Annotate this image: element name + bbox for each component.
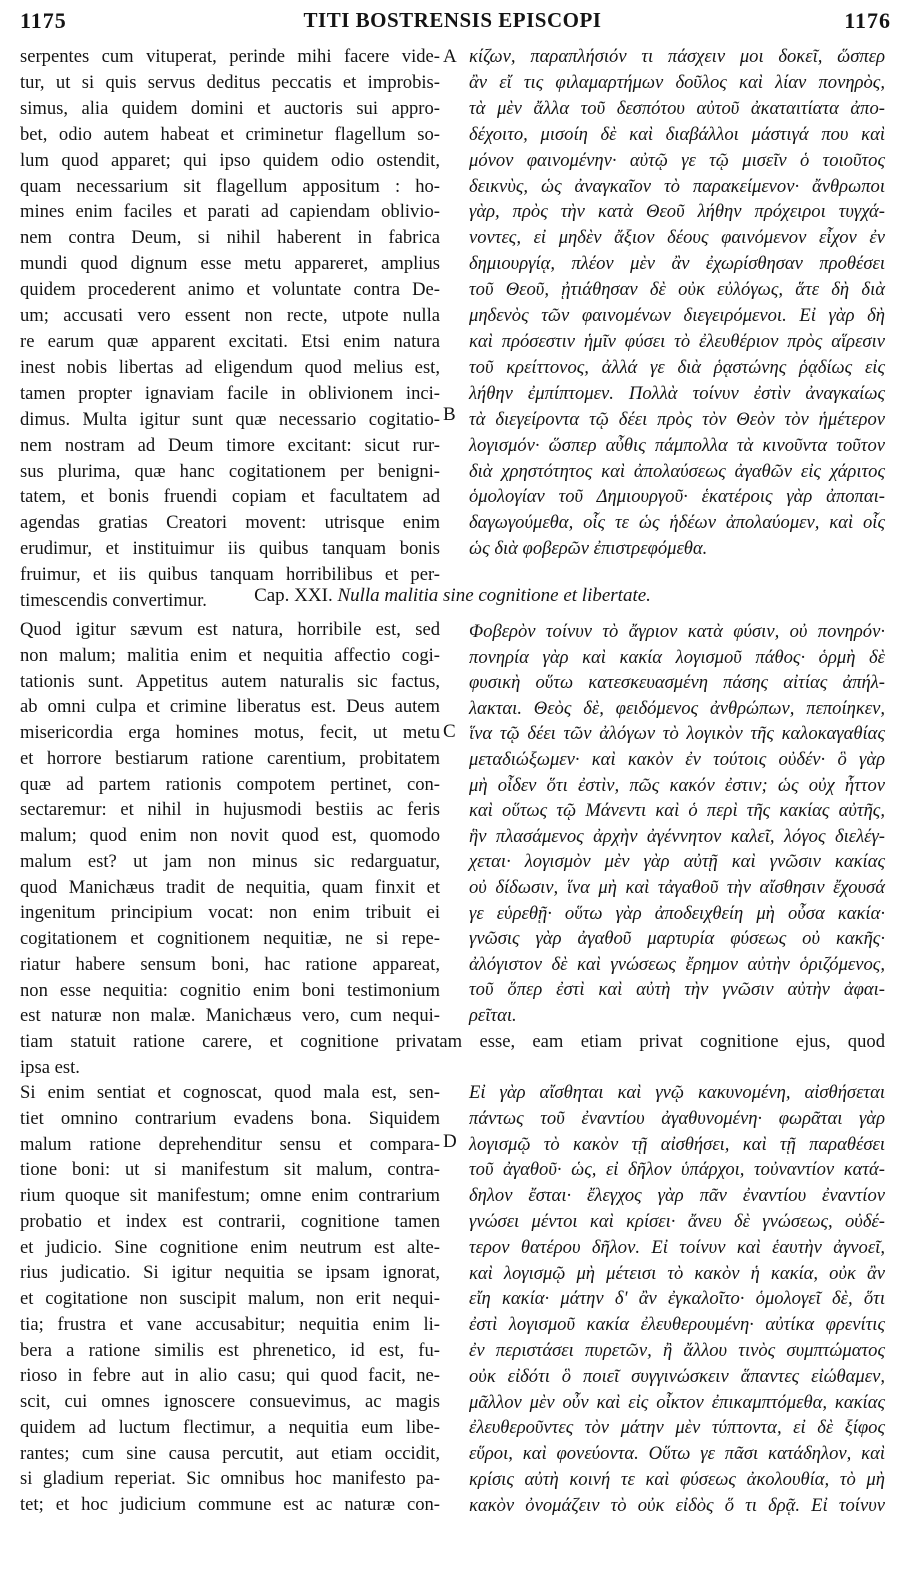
text-line: τερον θατέρου δῆλον. Εἰ τοίνυν καὶ ἑαυτὴν ἀγνοεῖ, (469, 1236, 885, 1258)
text-line: καὶ πρόσεστιν ἡμῖν φύσει τὸ ἐλευθέριον πρὸς αἵρεσιν (469, 330, 885, 352)
text-line: λογισμόν· ὥσπερ αὖθις πάμπολλα τὰ κινοῦντα τοῦτον (469, 434, 885, 456)
text-line: agendas gratias Creatori movent: utrisque enim (20, 512, 440, 534)
text-line: ἣν πλασάμενος ἀρχὴν ἀγέννητον καλεῖ, λόγος διελέγ- (469, 825, 885, 847)
text-line: κρίσις αὐτὴ κοινή τε καὶ φύσεως ἀκολουθία, τὸ μὴ (469, 1468, 885, 1490)
chapter-label: Cap. XXI. (254, 585, 333, 606)
text-line: malum est? ut jam non minus sic redarguatur, (20, 850, 440, 872)
section-marker-a: A (443, 46, 457, 67)
chapter-title: Nulla malitia sine cognitione et libertate. (337, 585, 651, 606)
text-line: ἵνα τῷ δέει τῶν ἀλόγων τὸ λογικὸν τῆς καλοκαγαθίας (469, 723, 885, 745)
text-line: mundi quod dignum esse metu appareret, amplius (20, 253, 440, 275)
text-line: cogitationem et cognitionem nequitiæ, ne si repe- (20, 928, 440, 949)
text-line: rius judicatio. Si igitur nequitia se ipsam ignorat, (20, 1262, 440, 1284)
text-line: inest nobis libertas ad eligendum quod melius est, (20, 356, 440, 378)
text-line: non malum; malitia enim et nequitia affectio cogi- (20, 644, 440, 666)
text-line: Φοβερὸν τοίνυν τὸ ἄγριον κατὰ φύσιν, οὐ πονηρόν· (469, 621, 885, 642)
text-line: quod Manichæus tradit de nequitia, quam finxit et (20, 876, 440, 898)
text-line: misericordia erga homines motus, fecit, ut metu (20, 722, 440, 743)
section-marker-d: D (443, 1131, 457, 1152)
text-line: dimus. Multa igitur sunt quæ necessario cogitatio- (20, 408, 440, 430)
text-line: κίζων, παραπλήσιόν τι πάσχειν μοι δοκεῖ, ὥσπερ (469, 46, 885, 67)
text-line: tet; et hoc judicium commune est ac naturæ con- (20, 1494, 440, 1515)
text-line: μόνον φαινομένην· αὐτῷ γε τῷ μισεῖν ὁ τοιοῦτος (469, 149, 885, 171)
text-line: quidem ad luctum flectimur, a nequitia eum libe- (20, 1416, 440, 1438)
text-line: γε εὑρεθῇ· οὕτω γὰρ ἀποδειχθείη μὴ οὖσα κακία· (469, 902, 885, 924)
text-line: sectaremur: et nihil in hujusmodi bestiis ac feris (20, 799, 440, 821)
text-line: et horrore bestiarum ratione carentium, probitatem (20, 747, 440, 769)
text-line: tamen propter ignaviam facile in oblivionem inci- (20, 382, 440, 404)
text-line: bera a ratione similis est phrenetico, id est, fu- (20, 1339, 440, 1361)
text-line: μηδενὸς τῶν φαινομένων διεγειρόμενοι. Εἰ γὰρ δὴ (469, 305, 885, 327)
text-line: tia; frustra et vane accusabitur; nequitia enim li- (20, 1313, 440, 1335)
text-line: οὐκ εἰδότι ὃ ποιεῖ συγγινώσκειν ἅπαντες εἰώθαμεν, (469, 1365, 885, 1387)
text-line: et judicio. Sine cognitione enim neutrum est alte- (20, 1236, 440, 1258)
text-line: τοῦ κρείττονος, ἀλλά γε διὰ ῥᾳστώνης ῥᾳδίως εἰς (469, 356, 885, 378)
text-line: et cogitatione non suscipit malum, non erit nequi- (20, 1288, 440, 1309)
text-line: si gladium reperiat. Sic omnibus hoc manifesto pa- (20, 1468, 440, 1490)
text-line: μεταδιώξωμεν· καὶ κακὸν ἐν τούτοις οὐδέν· ὃ γὰρ (469, 748, 885, 770)
text-line: τοῦ ἀγαθοῦ· ὡς, εἰ δῆλον ὑπάρχοι, τοὐναντίον κατά- (469, 1159, 885, 1181)
text-line: rioso in febre aut in alio casu; qui quod facit, ne- (20, 1365, 440, 1387)
text-line: tiet omnino contrarium evadens bona. Siquidem (20, 1107, 440, 1129)
text-line: re earum quæ apparent excitati. Etsi enim natura (20, 330, 440, 352)
text-line: bet, odio autem habeat et criminetur flagellum so- (20, 123, 440, 145)
text-line: erudimur, et instituimur iis quibus tanquam bonis (20, 538, 440, 560)
text-line: δεικνὺς, ὡς ἀναγκαῖον τὸ παρακείμενον· ἄνθρωποι (469, 175, 885, 197)
text-line: ἐστὶ λογισμοῦ κακία ἐλευθερουμένη· αὐτίκα φρενίτις (469, 1314, 885, 1336)
text-line: quæ ad partem rationis compotem pertinet, con- (20, 773, 440, 795)
text-line: tiam statuit ratione carere, et cognitione privatam esse, eam etiam privat cognitione ejus, quod (20, 1031, 885, 1052)
right-page-number: 1176 (844, 8, 891, 33)
text-line: διὰ χρηστότητος καὶ ἀπολαύσεως ἀγαθῶν εἰς χάριτος (469, 460, 885, 482)
text-line: ὁμολογίαν τοῦ Δημιουργοῦ· ἑκατέροις γὰρ ἀποπαι- (469, 486, 885, 508)
text-line: ἀλόγιστον δὲ καὶ γνώσεως ἔρημον αὐτὴν ὁριζόμενος, (469, 953, 885, 975)
text-line: τὰ μὲν ἄλλα τοῦ δεσπότου αὐτοῦ ἀκαταιτίατα ἀπο- (469, 97, 885, 119)
text-line: ipsa est. (20, 1056, 80, 1078)
text-line: ingenitum principium vocat: non enim tribuit ei (20, 902, 440, 924)
text-line: fruimur, et iis quibus tanquam horribilibus et per- (20, 564, 440, 586)
text-line: nem contra Deum, si nihil haberent in fabrica (20, 227, 440, 249)
text-line: Quod igitur sævum est natura, horribile est, sed (20, 619, 440, 640)
latin-full-width-passage (20, 1029, 885, 1080)
running-title: TITI BOSTRENSIS EPISCOPI (303, 8, 602, 32)
text-line: ἐν περιστάσει πυρετῶν, ἢ ἄλλου τινὸς συμπτώματος (469, 1339, 885, 1361)
latin-column-middle (20, 617, 440, 1029)
text-line: γνώσει μέντοι καὶ κρίσει· ἄνευ δὲ γνώσεως, οὐδέ- (469, 1210, 885, 1232)
text-line: τοῦ ὅπερ ἐστὶ καὶ αὐτὴ τὴν γνῶσιν αὐτὴν ἀφαι- (469, 979, 885, 1001)
text-line: rantes; cum sine causa percutit, aut etiam occidit, (20, 1442, 440, 1464)
text-line: πονηρία γὰρ καὶ κακία λογισμοῦ πάθος· ὁρμὴ δὲ (469, 646, 885, 668)
text-line: non esse nequitia: cognitio enim boni testimonium (20, 979, 440, 1001)
text-line: scit, cui omnes ignoscere consuevimus, ac magis (20, 1391, 440, 1412)
text-line: riatur habere sensum boni, hac ratione appareat, (20, 953, 440, 975)
text-line: um; accusati vero essent non recte, utpote nulla (20, 305, 440, 327)
text-line: ἐλευθεροῦντες τὸν μάτην μὲν τύπτοντα, εἰ δὲ ξίφος (469, 1417, 885, 1439)
text-line: nem nostram ad Deum timore excitant: sicut rur- (20, 434, 440, 456)
text-line: κακὸν ὀνομάζειν τὸ οὐκ εἰδὸς ὅ τι δρᾷ. Εἰ τοίνυν (469, 1494, 885, 1516)
greek-column-bottom (469, 1080, 885, 1519)
text-line: ab omni culpa et crimine liberatus est. Deus autem (20, 696, 440, 718)
text-line: τοῦ Θεοῦ, ᾐτιάθησαν δὲ οὐκ εὐλόγως, ἅτε δὴ διὰ (469, 279, 885, 301)
text-line: νοντες, εἰ μηδὲν ἄξιον δέους φαινόμενον εἶχον ἐν (469, 227, 885, 249)
text-line: δημιουργίᾳ, πλέον μὲν ἂν ἐχωρίσθησαν προθέσει (469, 253, 885, 275)
text-line: tationis sunt. Appetitus autem naturalis sic factus, (20, 670, 440, 692)
text-line: εἴη κακία· μάτην δ' ἂν ἐγκαλοῖτο· ὁμολογεῖ δὲ, ὅτι (469, 1288, 885, 1310)
text-line: πάντως τοῦ ἐναντίου ἀγαθυνομένη· φωρᾶται γὰρ (469, 1107, 885, 1129)
text-line: μᾶλλον μὲν οὖν καὶ εἰς οἶκτον ἐπικαμπτόμεθα, κακίας (469, 1391, 885, 1413)
text-line: simus, alia quidem domini et auctoris sui appro- (20, 97, 440, 119)
text-line: tatem, et bonis fruendi copiam et facultatem ad (20, 486, 440, 508)
text-line: ἂν εἴ τις φιλαμαρτήμων δοῦλος καὶ λίαν πονηρὸς, (469, 71, 885, 93)
text-line: probatio et index est contrarii, cognitione tamen (20, 1210, 440, 1232)
text-line: φυσικὴ οὕτω κατεσκευασμένη πάσης αἰτίας ἀπήλ- (469, 672, 885, 694)
text-line: quidem procederent animo et voluntate contra De- (20, 279, 440, 301)
greek-column-middle (469, 619, 885, 1029)
text-line: λογισμῷ τὸ κακὸν τῇ αἰσθήσει, καὶ τῇ παραθέσει (469, 1133, 885, 1155)
text-line: δέχοιτο, μισοίη δὲ καὶ διαβάλλοι μάστιγά που καὶ (469, 123, 885, 145)
chapter-heading (0, 585, 905, 607)
text-line: ὡς διὰ φοβερῶν ἐπιστρεφόμεθα. (469, 538, 708, 560)
text-line: timescendis convertimur. (20, 590, 207, 612)
section-marker-b: B (443, 404, 456, 425)
text-line: tione boni: ut si manifestum sit malum, contra- (20, 1159, 440, 1181)
left-page-number: 1175 (20, 8, 67, 33)
text-line: serpentes cum vituperat, perinde mihi facere vide- (20, 46, 440, 67)
text-line: tur, ut si quis servus deditus peccatis et improbis- (20, 71, 440, 93)
text-line: δηλον ἔσται· ἔλεγχος γὰρ πᾶν ἐναντίου ἐναντίον (469, 1185, 885, 1207)
greek-column-top (469, 44, 885, 562)
text-line: est naturæ non malæ. Manichæus vero, cum nequi- (20, 1005, 440, 1027)
text-line: ρεῖται. (469, 1004, 517, 1026)
text-line: οὐ δίδωσιν, ἵνα μὴ καὶ τἀγαθοῦ τὴν αἴσθησιν ἔχουσά (469, 876, 885, 898)
text-line: lum quod apparet; qui ipso quidem odio ostendit, (20, 149, 440, 171)
text-line: γνῶσις γὰρ ἀγαθοῦ μαρτυρία φύσεως οὐ κακῆς· (469, 928, 885, 950)
text-line: γὰρ, πρὸς τὴν κατὰ Θεοῦ λήθην πρόχειροι τυγχά- (469, 201, 885, 223)
text-line: Si enim sentiat et cognoscat, quod mala est, sen- (20, 1082, 440, 1103)
text-line: μὴ οἶδεν ὅτι ἐστὶν, πῶς κακόν ἐστιν; ὡς οὐχ ἧττον (469, 774, 885, 796)
text-line: λακται. Θεὸς δὲ, φειδόμενος ἀνθρώπων, πεποίηκεν, (469, 697, 885, 719)
text-line: sus plurima, quæ hanc cogitationem per benigni- (20, 460, 440, 482)
text-line: τὰ διεγείροντα τῷ δέει πρὸς τὸν Θεὸν τὸν ἡμέτερον (469, 408, 885, 430)
text-line: rium quoque sit manifestum; omne enim contrarium (20, 1185, 440, 1206)
latin-column-bottom (20, 1080, 440, 1518)
text-line: καὶ οὕτως τῷ Μάνεντι καὶ ὁ περὶ τῆς κακίας αὐτῆς, (469, 800, 885, 822)
text-line: Εἰ γὰρ αἴσθηται καὶ γνῷ κακυνομένη, αἰσθήσεται (469, 1082, 885, 1103)
text-line: εὕροι, καὶ φονεύοντα. Οὕτω γε πᾶσι κατάδηλον, καὶ (469, 1443, 885, 1465)
text-line: καὶ λογισμῷ μὴ μέτεισι τὸ κακὸν ἡ κακία, οὐκ ἂν (469, 1262, 885, 1284)
text-line: δαγωγούμεθα, οἷς τε ὡς ἡδέων ἀπολαύομεν, καὶ οἷς (469, 512, 885, 534)
text-line: malum ratione deprehenditur sensu et compara- (20, 1133, 440, 1155)
text-line: quam necessarium sit flagellum appositum : ho- (20, 175, 440, 197)
section-marker-c: C (443, 721, 456, 742)
text-line: λήθην ἐμπίπτομεν. Πολλὰ τοίνυν ἐστὶν ἀναγκαίως (469, 382, 885, 404)
text-line: malum; quod enim non novit quod est, quomodo (20, 825, 440, 846)
latin-column-top (20, 44, 440, 614)
text-line: mines enim faciles et parati ad capiendam oblivio- (20, 201, 440, 223)
text-line: χεται· λογισμὸν μὲν γὰρ αὐτῇ καὶ γνῶσιν κακίας (469, 851, 885, 873)
